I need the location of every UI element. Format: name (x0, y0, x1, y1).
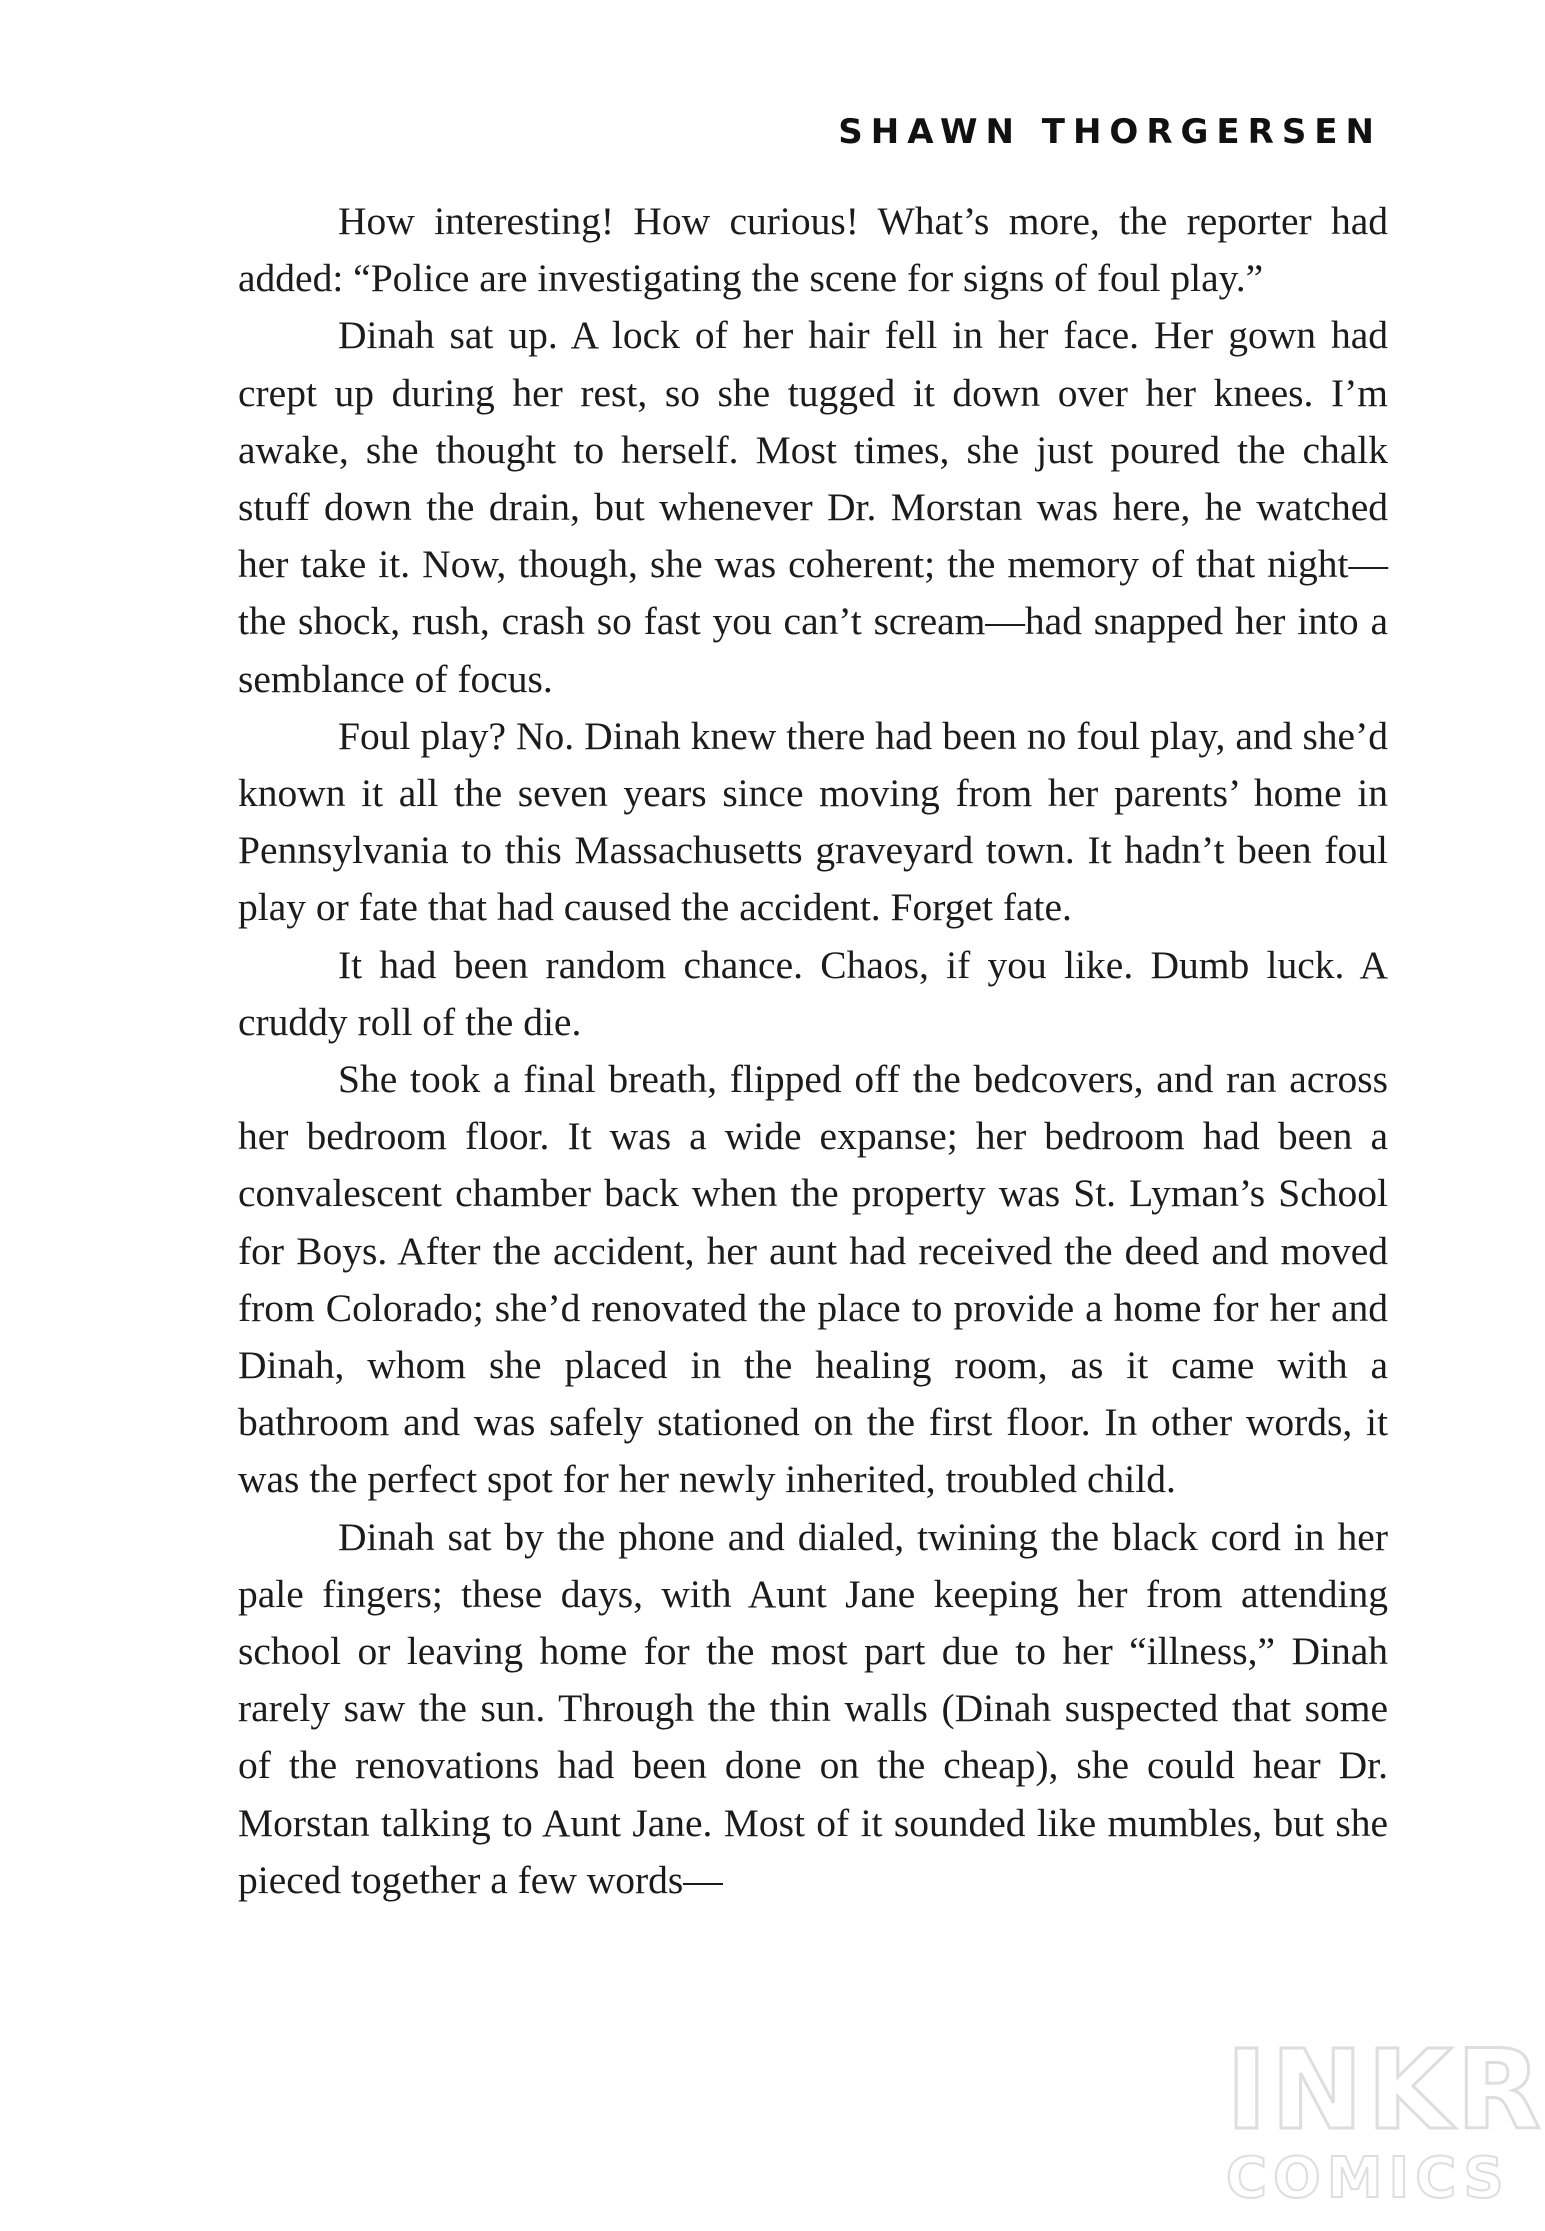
paragraph: Dinah sat by the phone and dialed, twining the black cord in her pale fingers; these days, with Aunt Jane keeping her from attending school or leaving home for the most part due to her “illness,” Dinah rarely saw the sun. Through the thin walls (Dinah suspected that some of the renovations had been done on the cheap), she could hear Dr. Morstan talking to Aunt Jane. Most of it sounded like mumbles, but she pieced together a few words— (238, 1514, 1388, 1902)
inkr-watermark (1226, 2026, 1545, 2211)
paragraph: She took a final breath, flipped off the bedcovers, and ran across her bedroom floor. It was a wide expanse; her bedroom had been a convalescent chamber back when the property was St. Lyman’s School for Boys. After the accident, her aunt had received the deed and moved from Colorado; she’d renovated the place to provide a home for her and Dinah, whom she placed in the healing room, as it came with a bathroom and was safely stationed on the first floor. In other words, it was the perfect spot for her newly inherited, troubled child. (238, 1057, 1388, 1502)
paragraph: Foul play? No. Dinah knew there had been no foul play, and she’d known it all the seven years since moving from her parents’ home in Pennsylvania to this Massachusetts graveyard town. It hadn’t been foul play or fate that had caused the accident. Forget fate. (238, 713, 1388, 930)
watermark-logo: INKR (1226, 2026, 1545, 2154)
watermark-subtitle: COMICS (1226, 2146, 1510, 2211)
body-text (238, 193, 1388, 1909)
paragraph: Dinah sat up. A lock of her hair fell in her face. Her gown had crept up during her rest, so she tugged it down over her knees. I’m awake, she thought to herself. Most times, she just poured the chalk stuff down the drain, but whenever Dr. Morstan was here, he watched her take it. Now, though, she was coherent; the memory of that night—the shock, rush, crash so fast you can’t scream—had snapped her into a semblance of focus. (238, 313, 1388, 701)
running-head: SHAWN THORGERSEN (838, 112, 1382, 152)
paragraph: How interesting! How curious! What’s more, the reporter had added: “Police are investigating the scene for signs of foul play.” (238, 199, 1388, 301)
paragraph: It had been random chance. Chaos, if you like. Dumb luck. A cruddy roll of the die. (238, 942, 1388, 1044)
